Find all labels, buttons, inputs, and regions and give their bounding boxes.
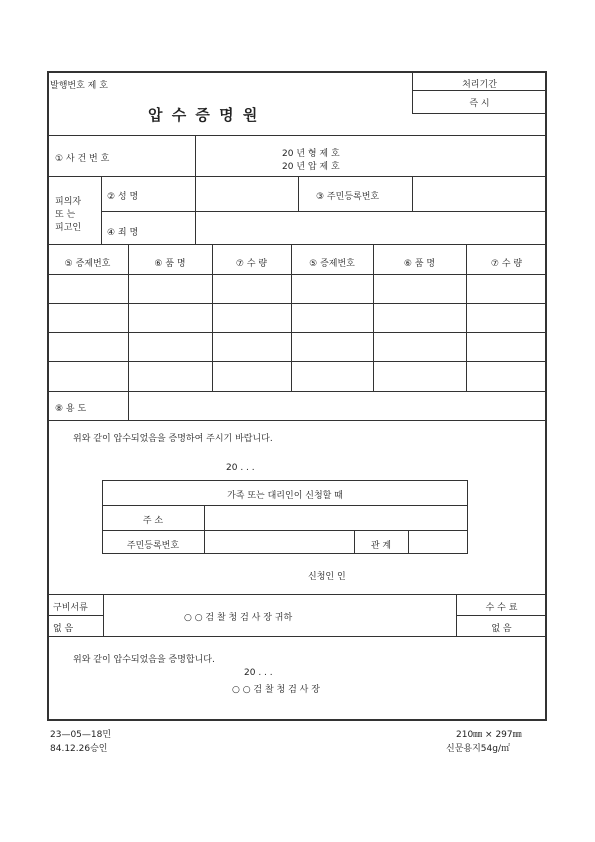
processing-period-value: 즉 시 [469, 99, 490, 109]
col-evidence-no-1: ⑤ 증제번호 [64, 259, 111, 269]
col-quantity-2: ⑦ 수 량 [490, 259, 523, 269]
agent-resident-id-label: 주민등록번호 [126, 541, 180, 551]
col-item-name-2: ⑥ 품 명 [403, 259, 436, 269]
case-number-line-2: 20 년 압 제 호 [282, 162, 340, 172]
required-docs-value: 없 음 [53, 624, 74, 634]
certify-signer: ○ ○ 검 찰 청 검 사 장 [232, 685, 320, 695]
resident-id-label: ③ 주민등록번호 [316, 192, 380, 202]
case-number-label: ① 사 건 번 호 [55, 154, 110, 164]
approval-date: 84.12.26승인 [50, 744, 108, 754]
col-item-name-1: ⑥ 품 명 [154, 259, 186, 269]
issue-number: 발행번호 제 호 [50, 81, 108, 91]
fee-value: 없 음 [491, 624, 512, 634]
addressee: ○ ○ 검 찰 청 검 사 장 귀하 [184, 613, 293, 623]
address-label: 주 소 [142, 516, 164, 526]
suspect-label-3: 피고인 [55, 223, 82, 233]
certify-date: 20 . . . [244, 668, 273, 678]
paper-type: 신문용지54g/㎡ [446, 744, 510, 754]
processing-period-label: 처리기간 [462, 80, 497, 90]
col-quantity-1: ⑦ 수 량 [235, 259, 268, 269]
col-evidence-no-2: ⑤ 증제번호 [309, 259, 355, 269]
crime-label: ④ 죄 명 [107, 228, 139, 238]
certify-statement: 위와 같이 압수되었음을 증명합니다. [73, 655, 215, 665]
request-statement: 위와 같이 압수되었음을 증명하여 주시기 바랍니다. [73, 434, 273, 444]
request-date: 20 . . . [226, 463, 255, 473]
family-agent-title: 가족 또는 대리인이 신청할 때 [227, 491, 343, 501]
fee-label: 수 수 료 [485, 603, 518, 613]
purpose-label: ⑧ 용 도 [55, 404, 87, 414]
suspect-label-2: 또 는 [55, 210, 76, 220]
relation-label: 관 계 [370, 541, 392, 551]
suspect-label-1: 피의자 [55, 197, 82, 207]
form-code: 23—05—18민 [50, 730, 112, 740]
required-docs-label: 구비서류 [53, 603, 88, 613]
applicant-signature: 신청인 인 [308, 572, 346, 582]
case-number-line-1: 20 년 형 제 호 [282, 149, 340, 159]
paper-size: 210㎜ × 297㎜ [456, 730, 522, 740]
form-title: 압 수 증 명 원 [148, 106, 260, 124]
name-label: ② 성 명 [107, 192, 139, 202]
